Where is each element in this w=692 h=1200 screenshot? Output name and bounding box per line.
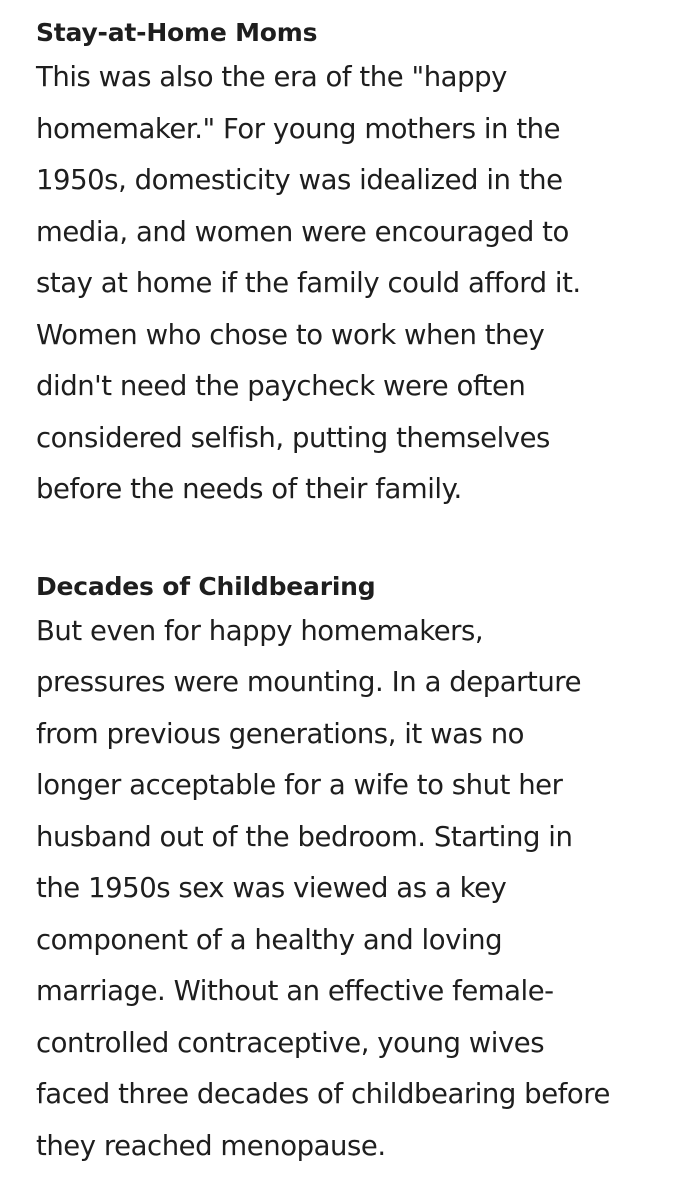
paragraph-line: before the needs of their family.	[36, 473, 462, 505]
paragraph-line: But even for happy homemakers,	[36, 614, 484, 647]
section-paragraph	[36, 606, 662, 1173]
paragraph-line: didn't need the paycheck were often	[36, 370, 526, 402]
paragraph-line: media, and women were encouraged to	[36, 215, 569, 248]
paragraph-line: the 1950s sex was viewed as a key	[36, 872, 507, 904]
paragraph-line: component of a healthy and loving	[36, 923, 503, 956]
paragraph-line: faced three decades of childbearing before	[36, 1078, 610, 1110]
section-heading: Stay-at-Home Moms	[36, 18, 318, 47]
section-stay-at-home-moms	[36, 14, 662, 516]
section-heading: Decades of Childbearing	[36, 571, 376, 601]
paragraph-line: controlled contraceptive, young wives	[36, 1026, 545, 1059]
paragraph-line: 1950s, domesticity was idealized in the	[36, 164, 563, 196]
paragraph-line: considered selfish, putting themselves	[36, 421, 550, 454]
paragraph-line: longer acceptable for a wife to shut her	[36, 769, 563, 801]
paragraph-line: marriage. Without an effective female-	[36, 975, 554, 1007]
paragraph-line: they reached menopause.	[36, 1129, 386, 1162]
paragraph-line: homemaker." For young mothers in the	[36, 112, 561, 145]
paragraph-line: from previous generations, it was no	[36, 717, 525, 750]
paragraph-line: husband out of the bedroom. Starting in	[36, 820, 573, 853]
section-decades-of-childbearing	[36, 568, 662, 1173]
paragraph-line: Women who chose to work when they	[36, 318, 545, 351]
paragraph-line: This was also the era of the "happy	[36, 61, 507, 93]
paragraph-line: stay at home if the family could afford it.	[36, 267, 581, 299]
paragraph-line: pressures were mounting. In a departure	[36, 666, 582, 698]
section-paragraph	[36, 52, 662, 516]
